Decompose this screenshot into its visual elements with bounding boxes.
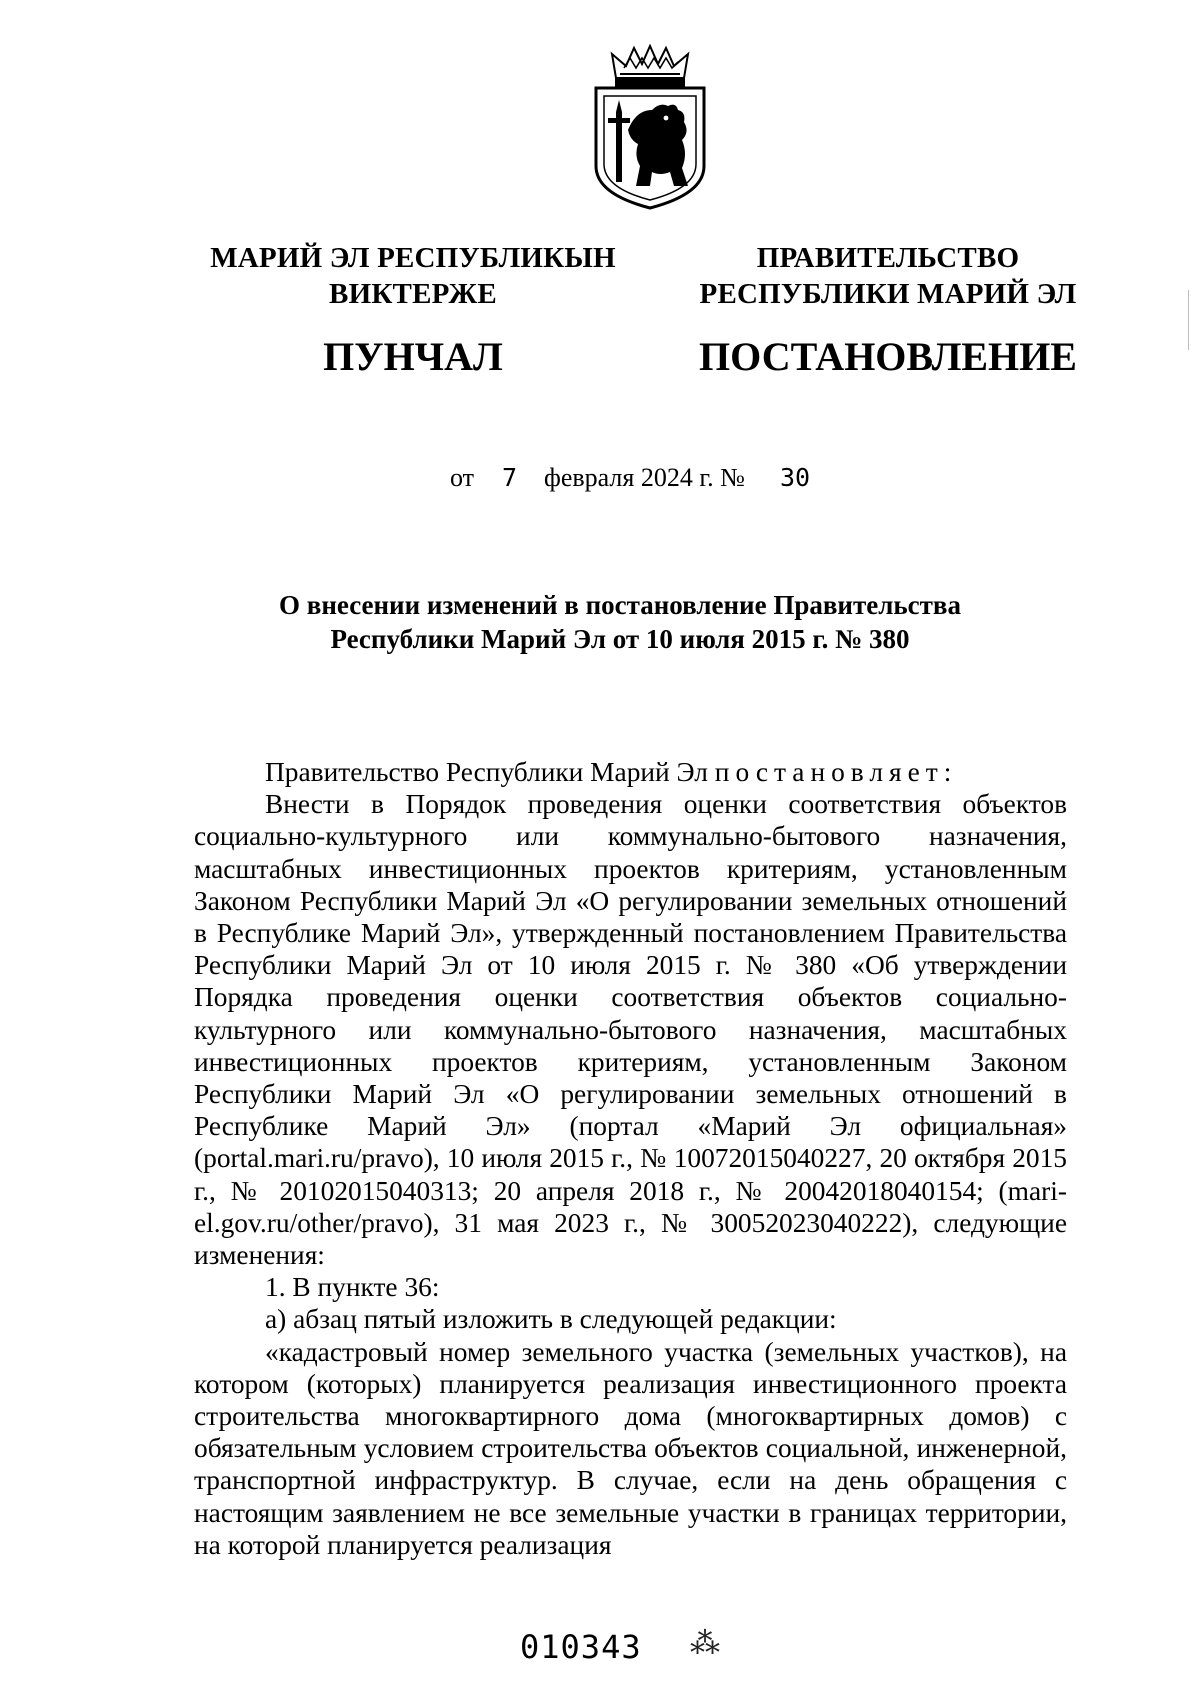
document-number: 30 (780, 463, 811, 492)
header-right-block (688, 240, 1088, 382)
body-paragraph-4: «кадастровый номер земельного участка (земельных участков), на котором (которых) планируется реализация инвестиционного проекта строительства многоквартирного дома (многоквартирных домов) с обязательным условием строительства объектов социальной, инженерной, транспортной инфраструктур. В случае, если на день обращения с настоящим заявлением не все земельные участки в границах территории, на которой планируется реализация (194, 1336, 1067, 1560)
header-left-line1: МАРИЙ ЭЛ РЕСПУБЛИКЫН (210, 242, 616, 274)
date-day: 7 (502, 463, 518, 492)
body-intro (194, 756, 1067, 788)
date-month-year: февраля 2024 г. № (544, 463, 745, 492)
body-intro-text: Правительство Республики Марий Эл (265, 757, 715, 787)
body-paragraph-2: 1. В пункте 36: (265, 1272, 440, 1303)
scan-edge-mark (1188, 290, 1189, 350)
header-right-line2: РЕСПУБЛИКИ МАРИЙ ЭЛ (699, 278, 1077, 310)
document-title (180, 588, 1060, 656)
body-paragraph-1: Внести в Порядок проведения оценки соответствия объектов социально-культурного или коммунально-бытового назначения, масштабных инвестиционных проектов критериям, установленным Законом Республики Марий Эл «О регулировании земельных отношений в Республике Марий Эл», утвержденный постановлением Правительства Республики Марий Эл от 10 июля 2015 г. № 380 «Об утверждении Порядка проведения оценки соответствия объектов социально-культурного или коммунально-бытового назначения, масштабных инвестиционных проектов критериям, установленным Законом Республики Марий Эл «О регулировании земельных отношений в Республике Марий Эл» (портал «Марий Эл официальная» (portal.mari.ru/pravo), 10 июля 2015 г., № 10072015040227, 20 октября 2015 г., № 20102015040313; 20 апреля 2018 г., № 20042018040154; (mari-el.gov.ru/other/pravo), 31 мая 2023 г., № 30052023040222), следующие изменения: (194, 789, 1067, 1271)
document-body (194, 756, 1067, 1561)
header-left-block (178, 240, 648, 382)
body-intro-decision: постановляет: (714, 757, 958, 787)
header-left-line2: ВИКТЕРЖЕ (329, 278, 497, 310)
form-serial-number: 010343 (520, 1628, 642, 1666)
document-title-line2: Республики Марий Эл от 10 июля 2015 г. № 380 (330, 624, 910, 654)
document-title-line1: О внесении изменений в постановление Правительства (279, 590, 961, 620)
date-prefix: от (450, 463, 475, 492)
header-right-doc-type: ПОСТАНОВЛЕНИЕ (699, 334, 1077, 379)
coat-of-arms-emblem (590, 44, 710, 212)
body-paragraph-3: а) абзац пятый изложить в следующей редакции: (265, 1304, 837, 1335)
header-left-doc-type: ПУНЧАЛ (323, 334, 503, 379)
header-right-line1: ПРАВИТЕЛЬСТВО (756, 242, 1020, 274)
asterisk-mark-icon: ⁂ (690, 1627, 720, 1660)
